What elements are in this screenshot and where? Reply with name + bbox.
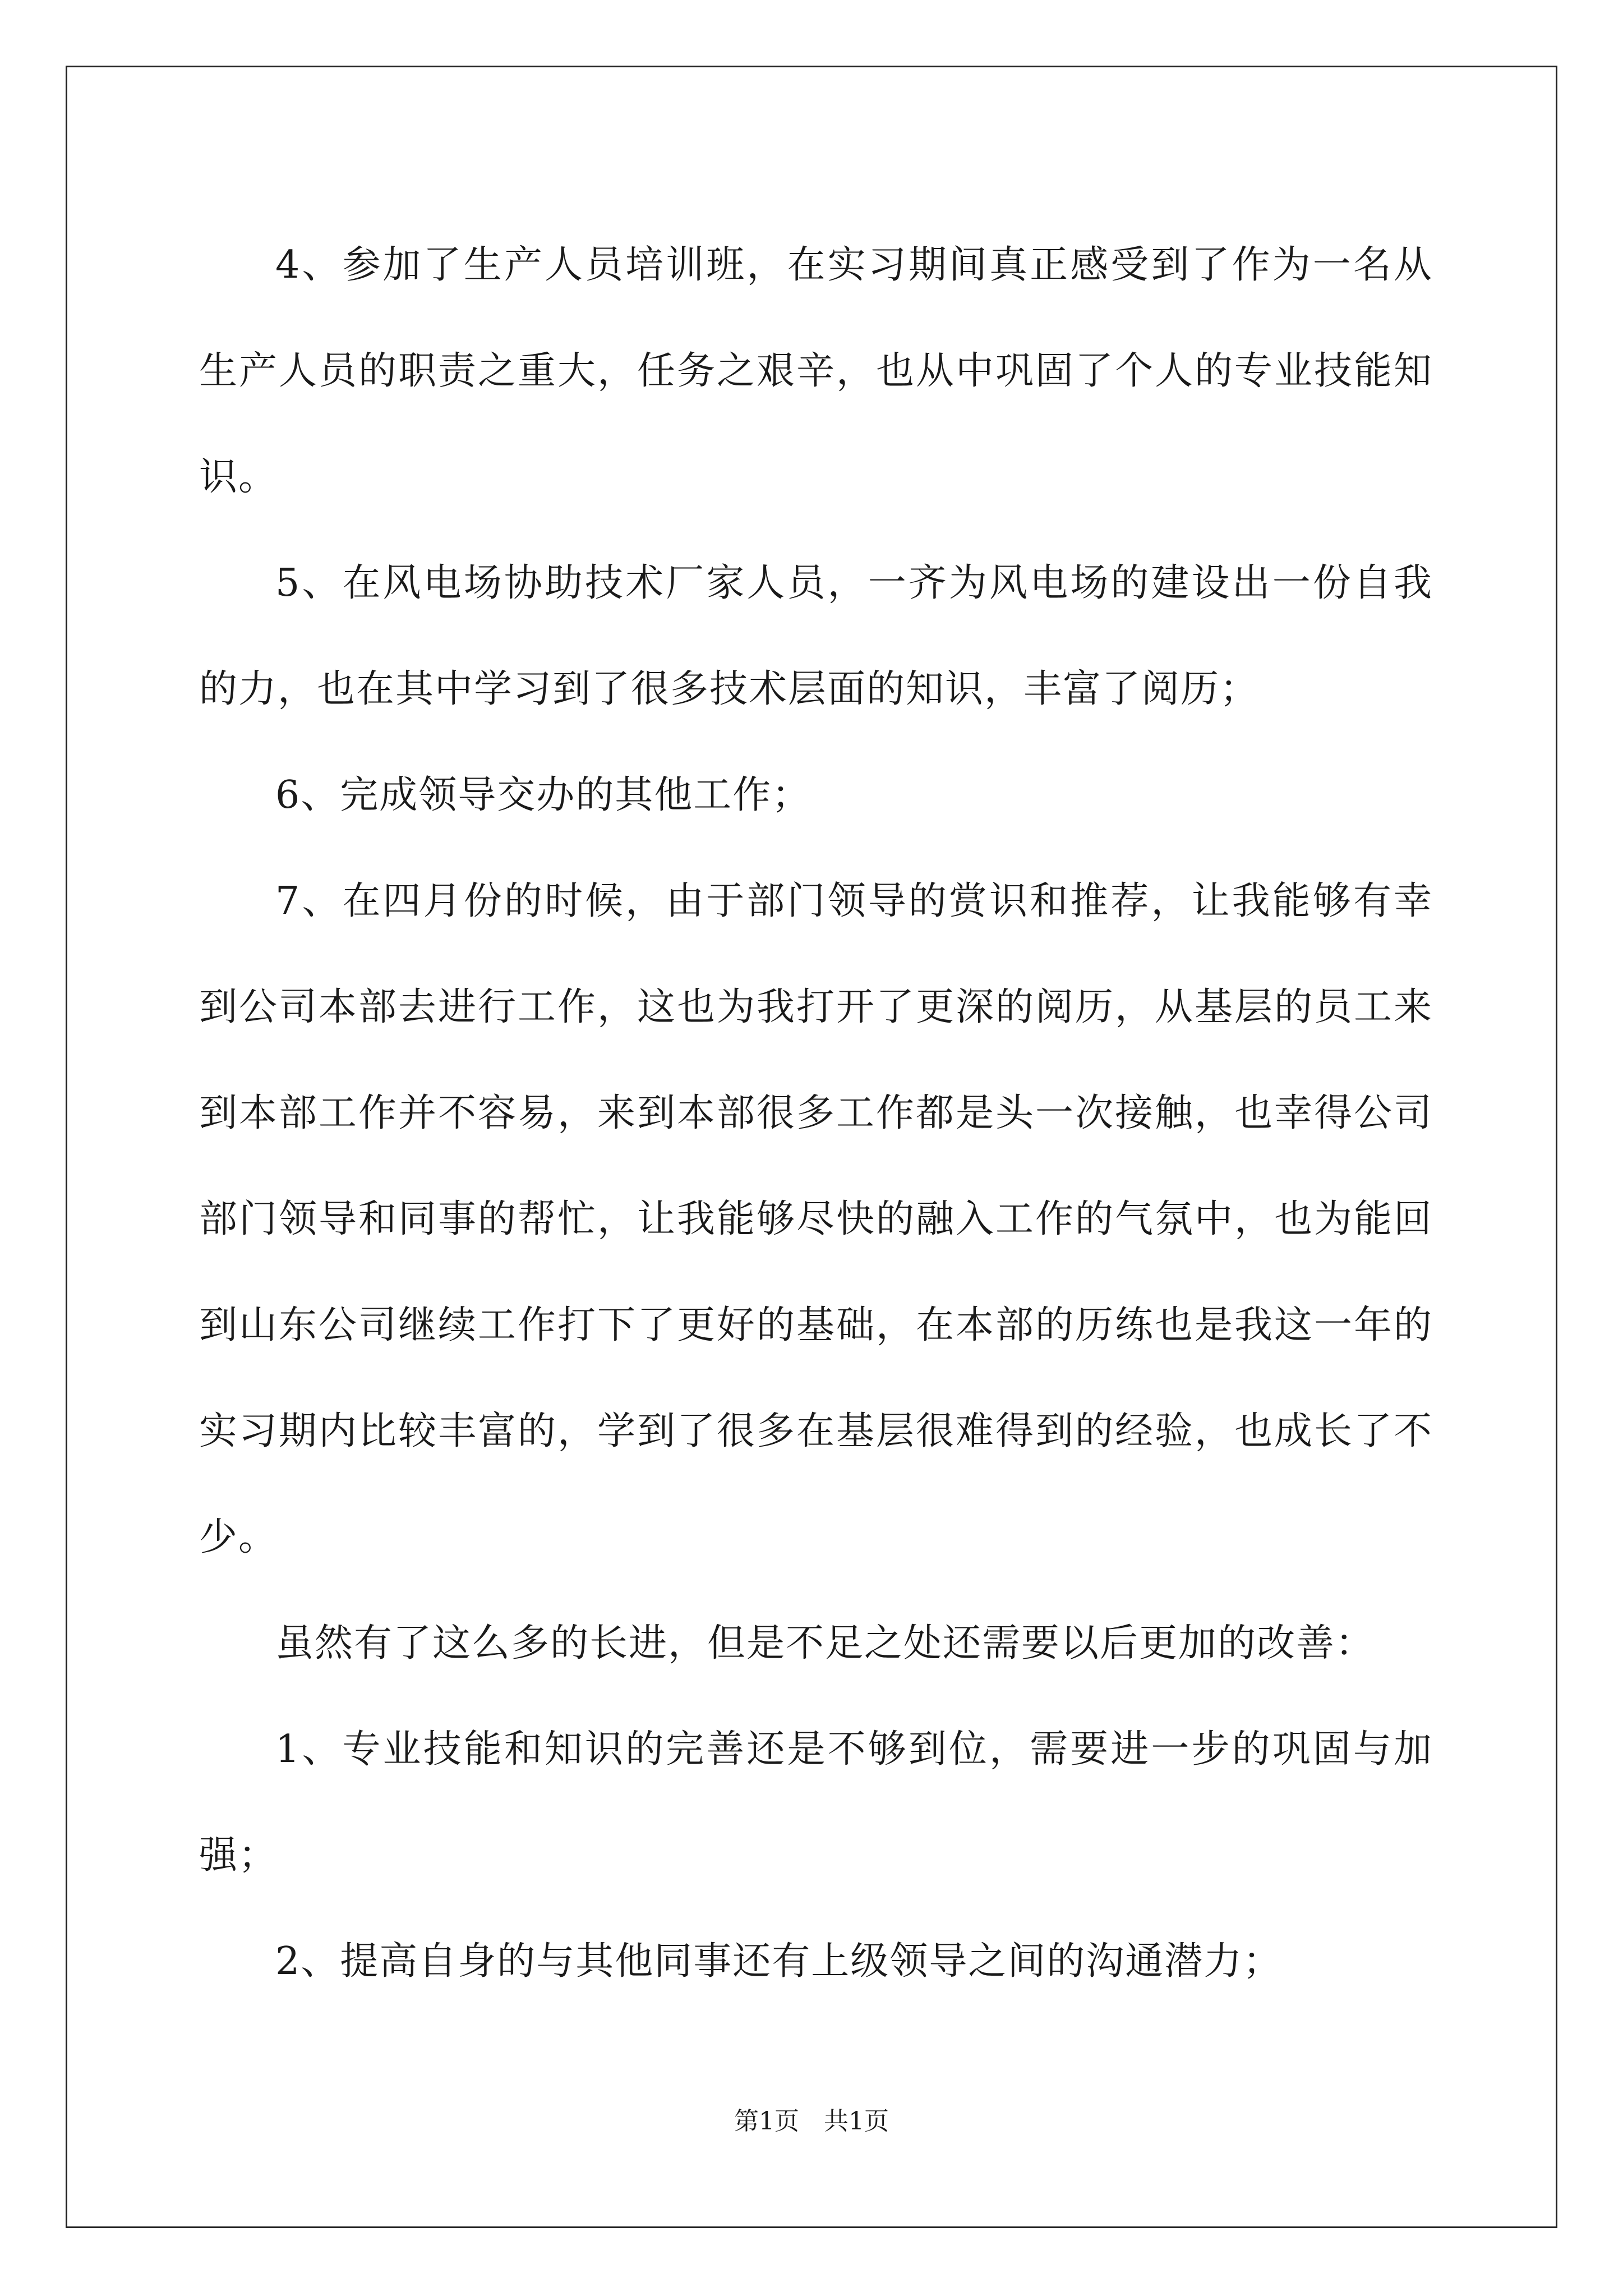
paragraph-improvement-2: 2、提高自身的与其他同事还有上级领导之间的沟通潜力； — [275, 1939, 1283, 1984]
page-footer — [0, 2105, 1623, 2138]
page-total: 共1页 — [824, 2107, 889, 2136]
paragraph-item-6: 6、完成领导交办的其他工作； — [275, 773, 811, 817]
paragraph-item-5: 5、在风电场协助技术厂家人员，一齐为风电场的建设出一份自我的力，也在其中学习到了很多技术层面的知识，丰富了阅历； — [199, 561, 1433, 711]
document-body — [199, 212, 1433, 2014]
paragraph-improvement-intro: 虽然有了这么多的长进，但是不足之处还需要以后更加的改善： — [275, 1621, 1375, 1665]
page-number: 第1页 — [734, 2107, 799, 2136]
paragraph-item-7: 7、在四月份的时候，由于部门领导的赏识和推荐，让我能够有幸到公司本部去进行工作，这也为我打开了更深的阅历，从基层的员工来到本部工作并不容易，来到本部很多工作都是头一次接触，也幸得公司部门领导和同事的帮忙，让我能够尽快的融入工作的气氛中，也为能回到山东公司继续工作打下了更好的基础，在本部的历练也是我这一年的实习期内比较丰富的，学到了很多在基层很难得到的经验，也成长了不少。 — [199, 879, 1433, 1559]
paragraph-improvement-1: 1、专业技能和知识的完善还是不够到位，需要进一步的巩固与加强； — [199, 1727, 1433, 1878]
paragraph-item-4: 4、参加了生产人员培训班，在实习期间真正感受到了作为一名从生产人员的职责之重大，任务之艰辛，也从中巩固了个人的专业技能知识。 — [199, 243, 1433, 499]
